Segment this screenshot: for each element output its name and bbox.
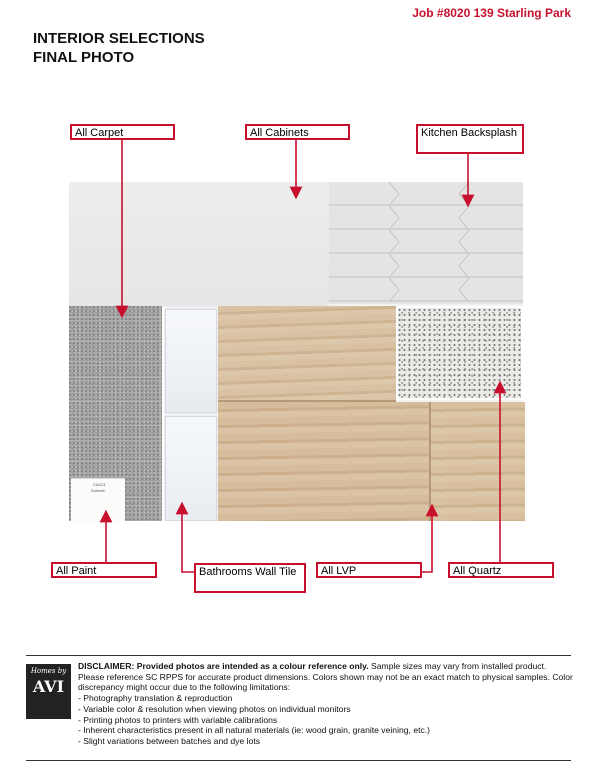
disclaimer-body: Sample sizes may vary from installed product. Please reference SC RPPS for accurate product dimensions. Colors shown may not be an exact match to physical samples. Color discrepancy might occur due to the following limitations: [78, 661, 573, 693]
list-item: - Inherent characteristics present in all natural materials (ie: wood grain, granite veining, etc.) [78, 725, 431, 736]
paint-name: Summit [91, 488, 105, 493]
list-item: - Variable color & resolution when viewing photos on individual monitors [78, 703, 351, 714]
callout-carpet: All Carpet [70, 124, 175, 140]
title-line-1: INTERIOR SELECTIONS [33, 30, 205, 47]
list-item: - Photography translation & reproduction [78, 693, 233, 704]
disclaimer [78, 661, 573, 747]
callout-paint: All Paint [51, 562, 157, 578]
logo-script: Homes by [30, 667, 67, 675]
list-item: - Printing photos to printers with variable calibrations [78, 714, 278, 725]
disclaimer-heading: DISCLAIMER: Provided photos are intended as a colour reference only. [78, 661, 369, 671]
logo-mark: AVI [32, 677, 65, 696]
callout-bath-tile: Bathrooms Wall Tile [194, 563, 306, 593]
company-logo [26, 664, 71, 719]
callout-backsplash: Kitchen Backsplash [416, 124, 524, 154]
list-item: - Slight variations between batches and dye lots [78, 735, 261, 746]
paint-code: CA013 [93, 482, 106, 487]
callout-quartz: All Quartz [448, 562, 554, 578]
title-line-2: FINAL PHOTO [33, 49, 135, 66]
disclaimer-list [78, 693, 573, 747]
divider-top [26, 655, 571, 656]
callout-lvp: All LVP [316, 562, 422, 578]
divider-bottom [26, 760, 571, 761]
job-number: Job #8020 139 Starling Park [412, 6, 571, 20]
callout-cabinets: All Cabinets [245, 124, 350, 140]
